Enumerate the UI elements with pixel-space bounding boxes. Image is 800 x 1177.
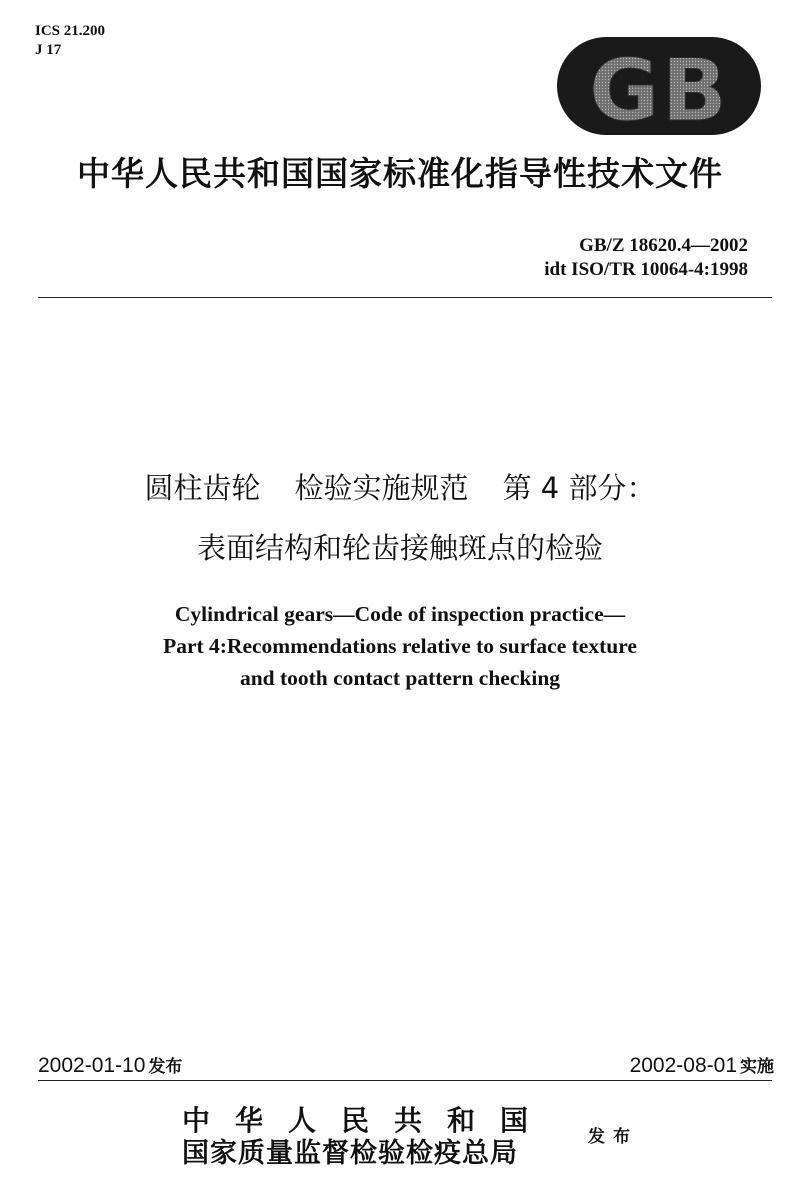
issuer-line-1: 中华人民共和国 xyxy=(182,1104,554,1137)
equivalent-standard: idt ISO/TR 10064-4:1998 xyxy=(544,259,748,280)
effective-label: 实施 xyxy=(740,1057,774,1077)
ics-code-block xyxy=(35,22,105,60)
issue-date-block xyxy=(38,1052,182,1078)
issuer-line-2: 国家质量监督检验检疫总局 xyxy=(182,1138,518,1169)
gb-logo xyxy=(556,36,762,136)
english-title-line-1: Cylindrical gears—Code of inspection practice— xyxy=(174,602,626,626)
title-cn-part-1: 圆柱齿轮 xyxy=(144,471,261,505)
bottom-divider xyxy=(38,1080,772,1081)
chinese-title-line-1 xyxy=(0,466,800,507)
title-cn-part-3: 第 4 部分： xyxy=(502,471,656,505)
title-cn-part-2: 检验实施规范 xyxy=(294,471,469,505)
ics-code: ICS 21.200 xyxy=(35,23,106,39)
classification-code: J 17 xyxy=(35,42,62,58)
effective-date: 2002-08-01 xyxy=(629,1054,737,1077)
issuing-authority xyxy=(182,1104,553,1170)
issue-label: 发布 xyxy=(148,1057,183,1077)
english-title-line-2: Part 4:Recommendations relative to surface texture xyxy=(163,634,637,658)
publish-label: 发布 xyxy=(588,1127,638,1147)
chinese-title-line-2: 表面结构和轮齿接触斑点的检验 xyxy=(196,531,603,565)
english-title-line-3: and tooth contact pattern checking xyxy=(239,666,561,690)
gb-logo-text: GB xyxy=(588,41,730,136)
standard-number: GB/Z 18620.4—2002 xyxy=(579,235,748,256)
standard-codes xyxy=(544,234,748,282)
issue-date: 2002-01-10 xyxy=(38,1054,146,1077)
document-type-heading: 中华人民共和国国家标准化指导性技术文件 xyxy=(77,154,723,193)
top-divider xyxy=(38,297,772,298)
effective-date-block xyxy=(630,1052,774,1078)
